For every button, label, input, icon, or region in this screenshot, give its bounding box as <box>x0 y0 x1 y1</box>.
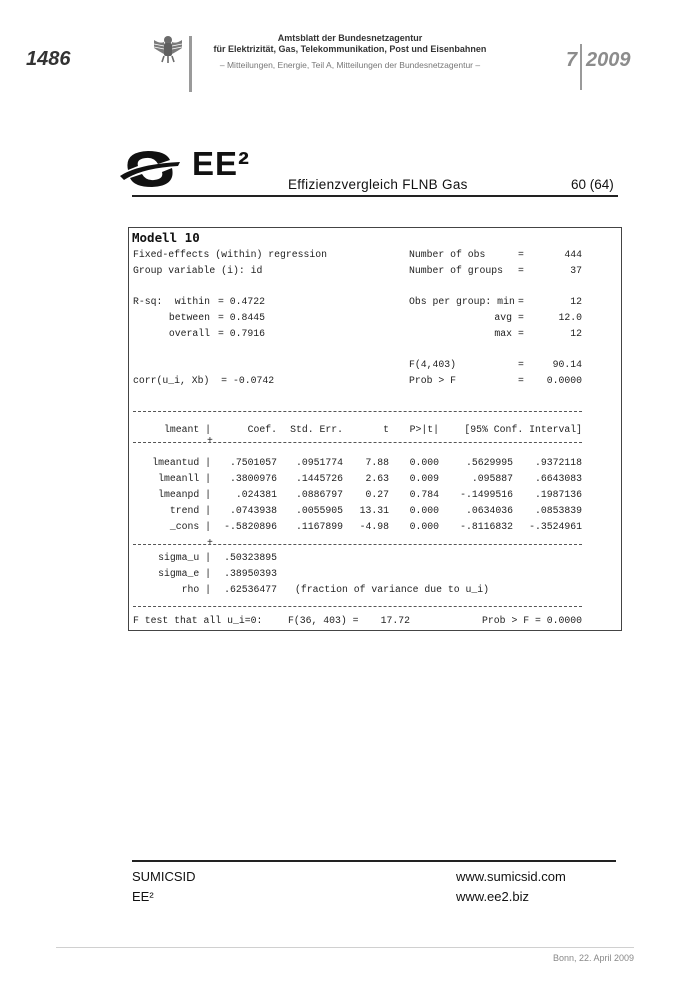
row-ci-high: .9372118 <box>534 457 582 468</box>
column-header: Coef. <box>247 424 277 435</box>
stat-value: 0.0000 <box>546 375 582 386</box>
row-t: -4.98 <box>359 521 389 532</box>
row-p: 0.784 <box>409 489 439 500</box>
row-p: 0.000 <box>409 505 439 516</box>
row-std-err: .1167899 <box>295 521 343 532</box>
stat-eq: = <box>518 312 524 323</box>
stat-label: Number of groups <box>409 265 504 276</box>
stat-eq: = <box>518 265 524 276</box>
row-ci-high: .0853839 <box>534 505 582 516</box>
row-coef: .024381 <box>235 489 277 500</box>
column-header: lmeant | <box>163 424 211 435</box>
stat-value: 12.0 <box>558 312 582 323</box>
sigma-value: .62536477 <box>224 584 277 595</box>
stat-value: 444 <box>564 249 582 260</box>
publisher-line-2: für Elektrizität, Gas, Telekommunikation, Post und Eisenbahnen <box>213 44 487 54</box>
stat-eq: = <box>518 249 524 260</box>
sigma-label: sigma_u | <box>158 552 211 563</box>
footer-link-sumicsid[interactable]: www.sumicsid.com <box>456 869 566 884</box>
table-header-cross: + <box>207 435 213 446</box>
stat-value: 37 <box>570 265 582 276</box>
rsq-overall-label: overall <box>168 328 210 339</box>
row-coef: -.5820896 <box>224 521 277 532</box>
row-ci-low: .095887 <box>471 473 513 484</box>
footer-link-ee2[interactable]: www.ee2.biz <box>456 889 529 904</box>
stat-value: 90.14 <box>552 359 582 370</box>
row-std-err: .1445726 <box>295 473 343 484</box>
stat-label: Number of obs <box>409 249 486 260</box>
ftest-stat: F(36, 403) = <box>288 615 359 626</box>
page-number: 1486 <box>26 48 71 70</box>
row-coef: .7501057 <box>229 457 277 468</box>
sigma-label: sigma_e | <box>158 568 211 579</box>
issue-number: 7 <box>566 49 578 71</box>
stat-eq: = <box>518 296 524 307</box>
ee2-logo-text: EE² <box>192 145 251 182</box>
stat-label: avg <box>494 312 512 323</box>
ee2-logo-icon <box>118 146 182 192</box>
stat-value: 12 <box>570 296 582 307</box>
issue-year: 2009 <box>586 49 631 71</box>
column-header: [95% Conf. Interval] <box>464 424 582 435</box>
row-t: 7.88 <box>365 457 389 468</box>
header-divider <box>189 36 192 92</box>
rsq-label: R-sq: <box>133 296 163 307</box>
model-title: Modell 10 <box>132 230 200 245</box>
title-rule <box>132 195 618 197</box>
row-ci-low: -.1499516 <box>460 489 513 500</box>
row-variable: _cons | <box>169 521 211 532</box>
section-line: – Mitteilungen, Energie, Teil A, Mitteilungen der Bundesnetzagentur – <box>219 60 481 70</box>
row-variable: lmeanll | <box>158 473 211 484</box>
row-ci-low: .0634036 <box>465 505 513 516</box>
row-ci-high: -.3524961 <box>529 521 582 532</box>
table-bottom-rule <box>133 606 582 607</box>
ftest-label: F test that all u_i=0: <box>133 615 263 626</box>
sigma-label: rho | <box>181 584 211 595</box>
sigma-value: .38950393 <box>224 568 277 579</box>
table-header-rule <box>133 442 582 443</box>
document-page-indicator: 60 (64) <box>571 177 614 192</box>
row-p: 0.000 <box>409 457 439 468</box>
row-coef: .3800976 <box>229 473 277 484</box>
ftest-prob: Prob > F = 0.0000 <box>482 615 582 626</box>
issue-divider <box>580 44 582 90</box>
column-header: t <box>383 424 389 435</box>
footer-company: SUMICSID <box>132 869 196 884</box>
document-title: Effizienzvergleich FLNB Gas <box>288 177 468 192</box>
row-ci-low: .5629995 <box>465 457 513 468</box>
rsq-between-value: = 0.8445 <box>218 312 266 323</box>
row-variable: lmeanpd | <box>158 489 211 500</box>
stat-eq: = <box>518 359 524 370</box>
group-variable: Group variable (i): id <box>133 265 263 276</box>
row-t: 0.27 <box>365 489 389 500</box>
rsq-between-label: between <box>168 312 210 323</box>
ftest-value: 17.72 <box>380 615 410 626</box>
column-header: Std. Err. <box>290 424 343 435</box>
stat-label: Obs per group: min <box>409 296 515 307</box>
row-std-err: .0886797 <box>295 489 343 500</box>
stat-eq: = <box>518 375 524 386</box>
publication-date: Bonn, 22. April 2009 <box>552 953 634 963</box>
rsq-within-value: = 0.4722 <box>218 296 266 307</box>
table-mid-rule <box>133 544 582 545</box>
table-top-rule <box>133 411 582 412</box>
stat-label: F(4,403) <box>409 359 457 370</box>
row-p: 0.000 <box>409 521 439 532</box>
row-coef: .0743938 <box>229 505 277 516</box>
column-header: P>|t| <box>409 424 439 435</box>
page-bottom-rule <box>56 947 634 948</box>
row-t: 13.31 <box>359 505 389 516</box>
regression-method: Fixed-effects (within) regression <box>133 249 328 260</box>
rsq-overall-value: = 0.7916 <box>218 328 266 339</box>
publisher-line-1: Amtsblatt der Bundesnetzagentur <box>277 33 423 43</box>
row-ci-low: -.8116832 <box>460 521 513 532</box>
stat-eq: = <box>518 328 524 339</box>
corr-ui-xb: corr(u_i, Xb) = -0.0742 <box>133 375 275 386</box>
footer-rule <box>132 860 616 862</box>
row-variable: trend | <box>169 505 211 516</box>
row-t: 2.63 <box>365 473 389 484</box>
row-ci-high: .1987136 <box>534 489 582 500</box>
table-mid-cross: + <box>207 537 213 548</box>
rho-note: (fraction of variance due to u_i) <box>295 584 490 595</box>
stat-label: Prob > F <box>409 375 457 386</box>
footer-brand: EE² <box>132 889 154 904</box>
federal-eagle-icon <box>150 32 186 64</box>
row-variable: lmeantud | <box>152 457 211 468</box>
row-std-err: .0055905 <box>295 505 343 516</box>
row-ci-high: .6643083 <box>534 473 582 484</box>
stat-value: 12 <box>570 328 582 339</box>
row-p: 0.009 <box>409 473 439 484</box>
row-std-err: .0951774 <box>295 457 343 468</box>
sigma-value: .50323895 <box>224 552 277 563</box>
stat-label: max <box>494 328 512 339</box>
rsq-within-label: within <box>174 296 210 307</box>
